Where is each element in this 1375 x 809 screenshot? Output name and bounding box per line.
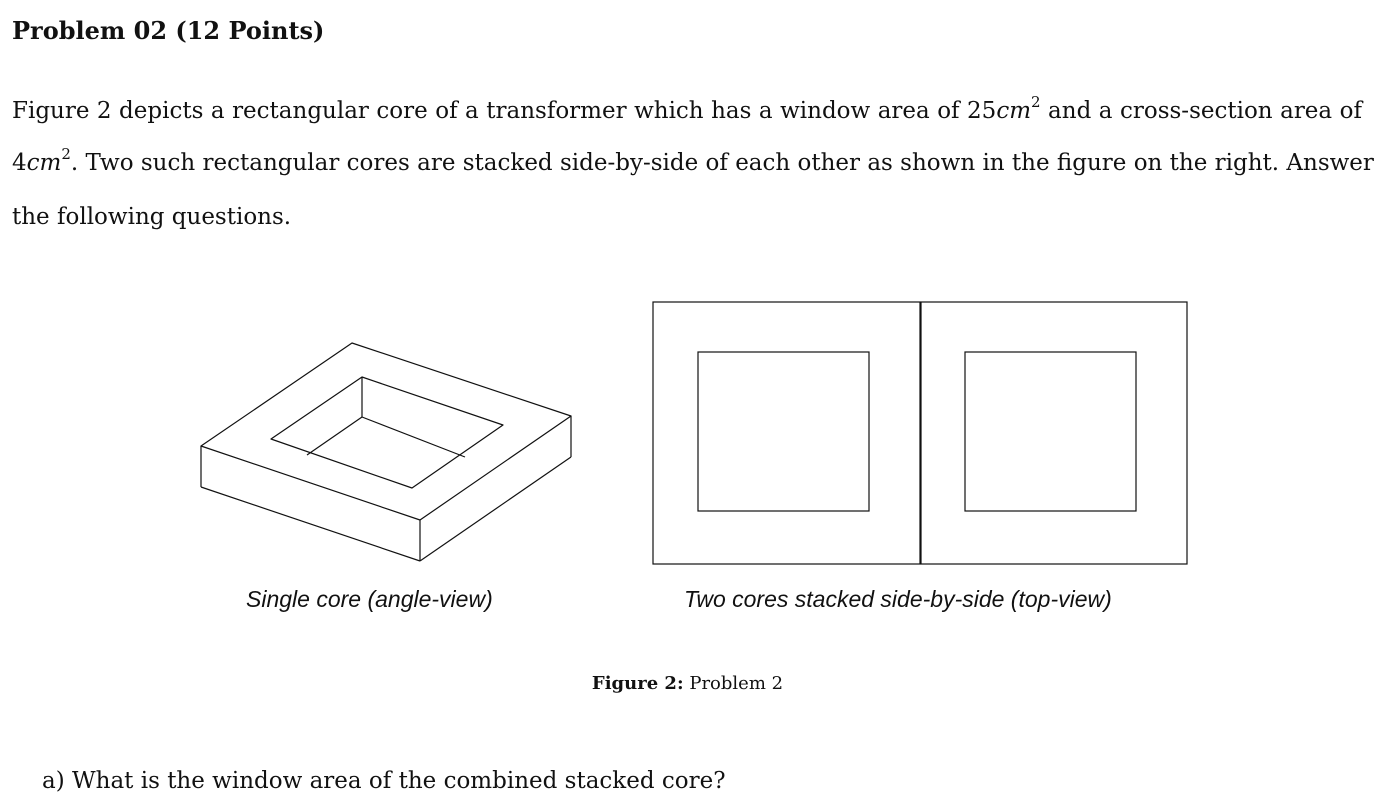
core-outer-top-face — [201, 343, 571, 520]
intro-text-1b: and a cross-section area of — [1048, 98, 1362, 124]
stacked-cores-caption: Two cores stacked side-by-side (top-view) — [684, 586, 1112, 612]
exponent: 2 — [61, 145, 71, 163]
single-core-caption: Single core (angle-view) — [246, 586, 493, 612]
problem-heading: Problem 02 (12 Points) — [12, 16, 325, 45]
intro-text-2b: . Two such rectangular cores are stacked side-by-side of each other as shown in the figure on the right. Answer — [70, 150, 1374, 176]
right-core-window — [965, 352, 1136, 511]
figure-caption-label: Figure 2: — [591, 673, 684, 694]
core-window-opening — [271, 377, 503, 488]
single-core-angle-view — [201, 343, 571, 561]
intro-text-2a: 4 — [12, 150, 27, 176]
question-label: a) — [42, 768, 65, 794]
right-core-outline — [921, 302, 1187, 564]
core-bottom-edge — [420, 457, 571, 561]
core-inner-edge — [307, 417, 362, 455]
unit-cm: cm — [996, 98, 1032, 124]
left-core-outline — [653, 302, 920, 564]
question-text: What is the window area of the combined stacked core? — [72, 768, 726, 794]
question-a — [42, 768, 726, 794]
intro-text-1a: Figure 2 depicts a rectangular core of a transformer which has a window area of 25 — [12, 98, 997, 124]
figure-caption-text: Problem 2 — [689, 673, 784, 694]
core-inner-edge — [362, 417, 465, 457]
figure-caption — [0, 673, 1375, 694]
exponent: 2 — [1031, 93, 1041, 111]
stacked-cores-top-view — [653, 302, 1187, 564]
unit-cm: cm — [26, 150, 62, 176]
left-core-window — [698, 352, 869, 511]
core-bottom-edge — [201, 487, 420, 561]
intro-line-3: the following questions. — [12, 204, 292, 230]
